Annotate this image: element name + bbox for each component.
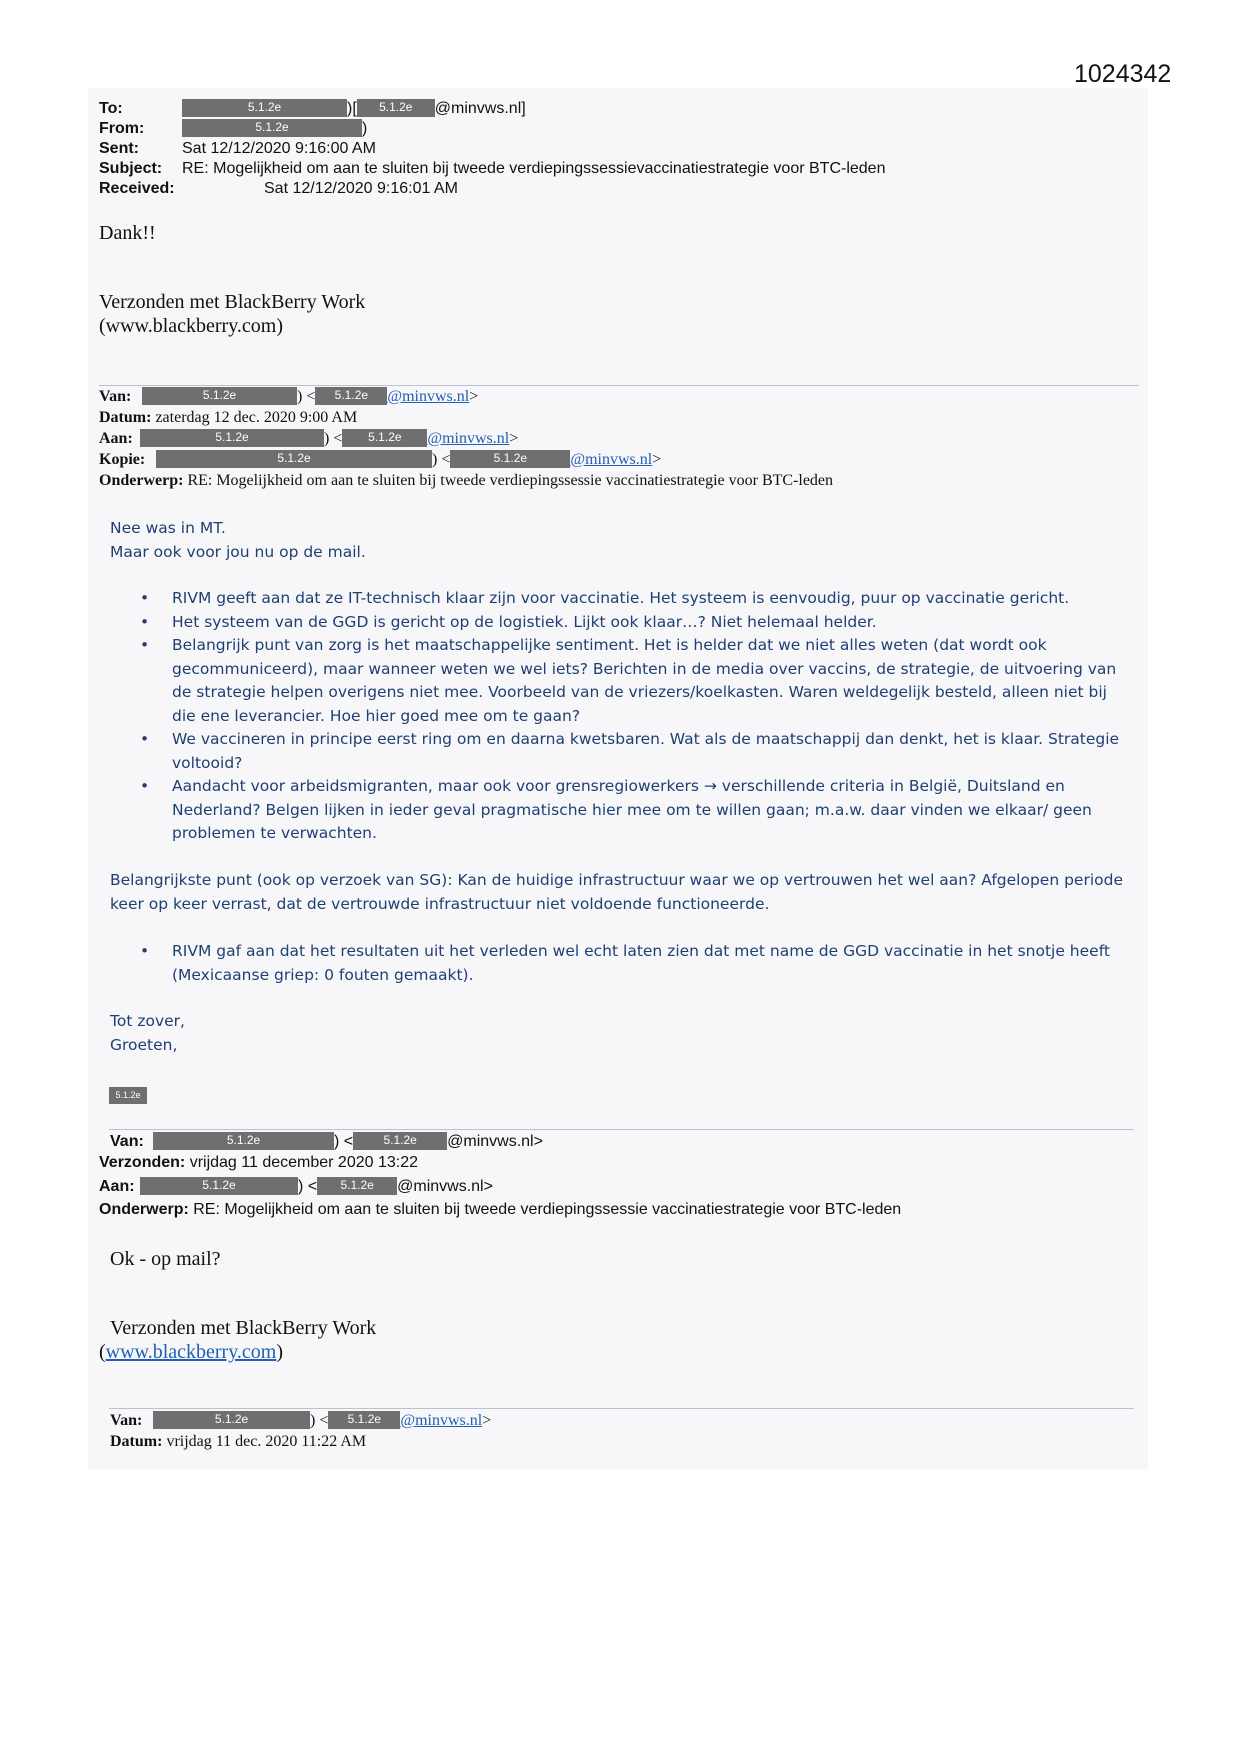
- divider: [99, 385, 1139, 386]
- header-sent: [99, 139, 376, 159]
- list-item: • We vaccineren in principe eerst ring om en daarna kwetsbaren. Wat als de maatschappij dan denkt, het is klaar. Strategie voltooid?: [110, 728, 1130, 775]
- header-received: [99, 179, 458, 199]
- to-label: To:: [99, 100, 123, 117]
- sent-label: Sent:: [99, 140, 139, 157]
- datum-label: Datum:: [110, 1433, 163, 1450]
- bullet-list: [110, 587, 1130, 846]
- signature-line: Verzonden met BlackBerry Work: [110, 1317, 377, 1339]
- list-item: • RIVM gaf aan dat het resultaten uit het verleden wel echt laten zien dat met name de GGD vaccinatie in het snotje heeft (Mexicaanse griep: 0 fouten gemaakt).: [110, 940, 1130, 987]
- quote-header-aan: [99, 429, 518, 449]
- aan-label: Aan:: [99, 430, 133, 447]
- paren-close: ): [276, 1341, 284, 1363]
- van-separator: ) <: [310, 1412, 329, 1429]
- bullet-list: [110, 940, 1130, 987]
- kopie-close: >: [652, 451, 662, 468]
- email-link[interactable]: @minvws.nl: [387, 388, 470, 405]
- received-value: Sat 12/12/2020 9:16:01 AM: [264, 180, 458, 197]
- signature-redaction: 5.1.2e: [109, 1087, 147, 1104]
- redaction-box: 5.1.2e: [153, 1132, 334, 1150]
- van-close: >: [482, 1412, 492, 1429]
- header-subject: [99, 159, 885, 179]
- onderwerp-label: Onderwerp:: [99, 1201, 189, 1218]
- quote2-header-aan: [99, 1177, 493, 1197]
- quote2-header-onderwerp: [99, 1200, 901, 1220]
- van-separator: ) <: [334, 1133, 354, 1150]
- signature-line: Verzonden met BlackBerry Work: [99, 291, 366, 313]
- email-link[interactable]: @minvws.nl: [400, 1412, 483, 1429]
- header-from: [99, 119, 367, 139]
- redaction-box: 5.1.2e: [182, 119, 362, 137]
- subject-label: Subject:: [99, 160, 163, 177]
- document-number: 1024342: [1074, 60, 1172, 88]
- message-body: Ok - op mail?: [110, 1248, 221, 1270]
- from-close: ): [362, 120, 368, 137]
- blackberry-link[interactable]: www.blackberry.com: [105, 1341, 277, 1363]
- closing-line: Tot zover,: [110, 1012, 185, 1030]
- van-label: Van:: [99, 388, 132, 405]
- verzonden-label: Verzonden:: [99, 1154, 186, 1171]
- redaction-box: 5.1.2e: [357, 99, 435, 117]
- onderwerp-value: RE: Mogelijkheid om aan te sluiten bij tweede verdiepingssessie vaccinatiestrategie voor BTC-leden: [193, 1201, 902, 1218]
- aan-separator: ) <: [298, 1178, 318, 1195]
- quote2-header-verzonden: [99, 1153, 418, 1173]
- signature-line: [99, 1340, 283, 1365]
- quote-header-kopie: [99, 450, 661, 470]
- paren-open: (: [99, 1341, 106, 1363]
- sent-value: Sat 12/12/2020 9:16:00 AM: [182, 140, 376, 157]
- list-item: • RIVM geeft aan dat ze IT-technisch klaar zijn voor vaccinatie. Het systeem is eenvoudig, puur op vaccinatie gericht.: [110, 587, 1130, 611]
- redaction-box: 5.1.2e: [342, 429, 427, 447]
- redaction-box: 5.1.2e: [153, 1411, 310, 1429]
- header-to: [99, 99, 526, 119]
- quote-header-datum: [99, 408, 357, 428]
- redaction-box: 5.1.2e: [315, 387, 387, 405]
- list-item: • Aandacht voor arbeidsmigranten, maar ook voor grensregiowerkers → verschillende criteria in België, Duitsland en Nederland? Belgen lijken in ieder geval pragmatische hier mee om te willen gaan; m.a.w. daar vinden we elkaar/ geen problemen te verwachten.: [110, 775, 1130, 846]
- to-address-domain: @minvws.nl]: [434, 100, 526, 117]
- received-label: Received:: [99, 180, 175, 197]
- redaction-box: 5.1.2e: [140, 429, 324, 447]
- van-label: Van:: [110, 1412, 143, 1429]
- subject-value: RE: Mogelijkheid om aan te sluiten bij tweede verdiepingssessievaccinatiestrategie voor BTC-leden: [182, 160, 886, 177]
- van-close: >: [469, 388, 479, 405]
- verzonden-value: vrijdag 11 december 2020 13:22: [189, 1154, 418, 1171]
- intro-line: Maar ook voor jou nu op de mail.: [110, 542, 366, 561]
- closing: [110, 1010, 1140, 1057]
- list-item: • Belangrijk punt van zorg is het maatschappelijke sentiment. Het is helder dat we niet alles weten (dat wordt ook gecommuniceerd), maar wanneer weten we wel iets? Berichten in de media over vaccins, de strategie, de uitvoering van de strategie helpen overigens niet mee. Voorbeeld van de vriezers/koelkasten. Waren weldegelijk besteld, alleen niet bij die ene leverancier. Hoe hier goed mee om te gaan?: [110, 634, 1130, 728]
- van-label: Van:: [110, 1133, 144, 1150]
- quote-intro: [110, 517, 1140, 564]
- key-point-paragraph: Belangrijkste punt (ook op verzoek van SG): Kan de huidige infrastructuur waar we op vertrouwen het wel aan? Afgelopen periode keer op keer verrast, dat de vertrouwde infrastructuur niet voldoende functioneerde.: [110, 871, 1123, 913]
- redaction-box: 5.1.2e: [353, 1132, 447, 1150]
- to-separator: )[: [347, 100, 357, 117]
- onderwerp-label: Onderwerp:: [99, 472, 184, 489]
- van-separator: ) <: [297, 388, 316, 405]
- list-item: • Het systeem van de GGD is gericht op de logistiek. Lijkt ook klaar…? Niet helemaal helder.: [110, 611, 1130, 635]
- redaction-box: 5.1.2e: [142, 387, 297, 405]
- quote-header-van: [99, 387, 478, 407]
- message-body: Dank!!: [99, 222, 156, 244]
- quote3-header-van: [110, 1411, 491, 1431]
- aan-separator: ) <: [324, 430, 343, 447]
- intro-line: Nee was in MT.: [110, 519, 226, 537]
- van-address-domain: @minvws.nl>: [447, 1133, 543, 1150]
- email-link[interactable]: @minvws.nl: [427, 430, 510, 447]
- divider: [109, 1129, 1134, 1130]
- redaction-box: 5.1.2e: [140, 1177, 298, 1195]
- datum-value: vrijdag 11 dec. 2020 11:22 AM: [166, 1433, 367, 1450]
- onderwerp-value: RE: Mogelijkheid om aan te sluiten bij tweede verdiepingssessie vaccinatiestrategie voor BTC-leden: [187, 472, 834, 489]
- aan-close: >: [509, 430, 519, 447]
- datum-label: Datum:: [99, 409, 152, 426]
- divider: [109, 1408, 1134, 1409]
- kopie-label: Kopie:: [99, 451, 146, 468]
- signature-line: (www.blackberry.com): [99, 315, 283, 337]
- quote2-header-van: [99, 1132, 543, 1152]
- redaction-box: 5.1.2e: [328, 1411, 400, 1429]
- closing-line: Groeten,: [110, 1035, 178, 1054]
- redaction-box: 5.1.2e: [182, 99, 347, 117]
- quote-header-onderwerp: [99, 471, 833, 491]
- email-link[interactable]: @minvws.nl: [570, 451, 653, 468]
- quote3-header-datum: [110, 1432, 366, 1452]
- kopie-separator: ) <: [432, 451, 451, 468]
- redaction-box: 5.1.2e: [450, 450, 570, 468]
- aan-address-domain: @minvws.nl>: [397, 1178, 493, 1195]
- from-label: From:: [99, 120, 145, 137]
- datum-value: zaterdag 12 dec. 2020 9:00 AM: [155, 409, 358, 426]
- aan-label: Aan:: [99, 1178, 135, 1195]
- redaction-box: 5.1.2e: [317, 1177, 397, 1195]
- redaction-box: 5.1.2e: [156, 450, 432, 468]
